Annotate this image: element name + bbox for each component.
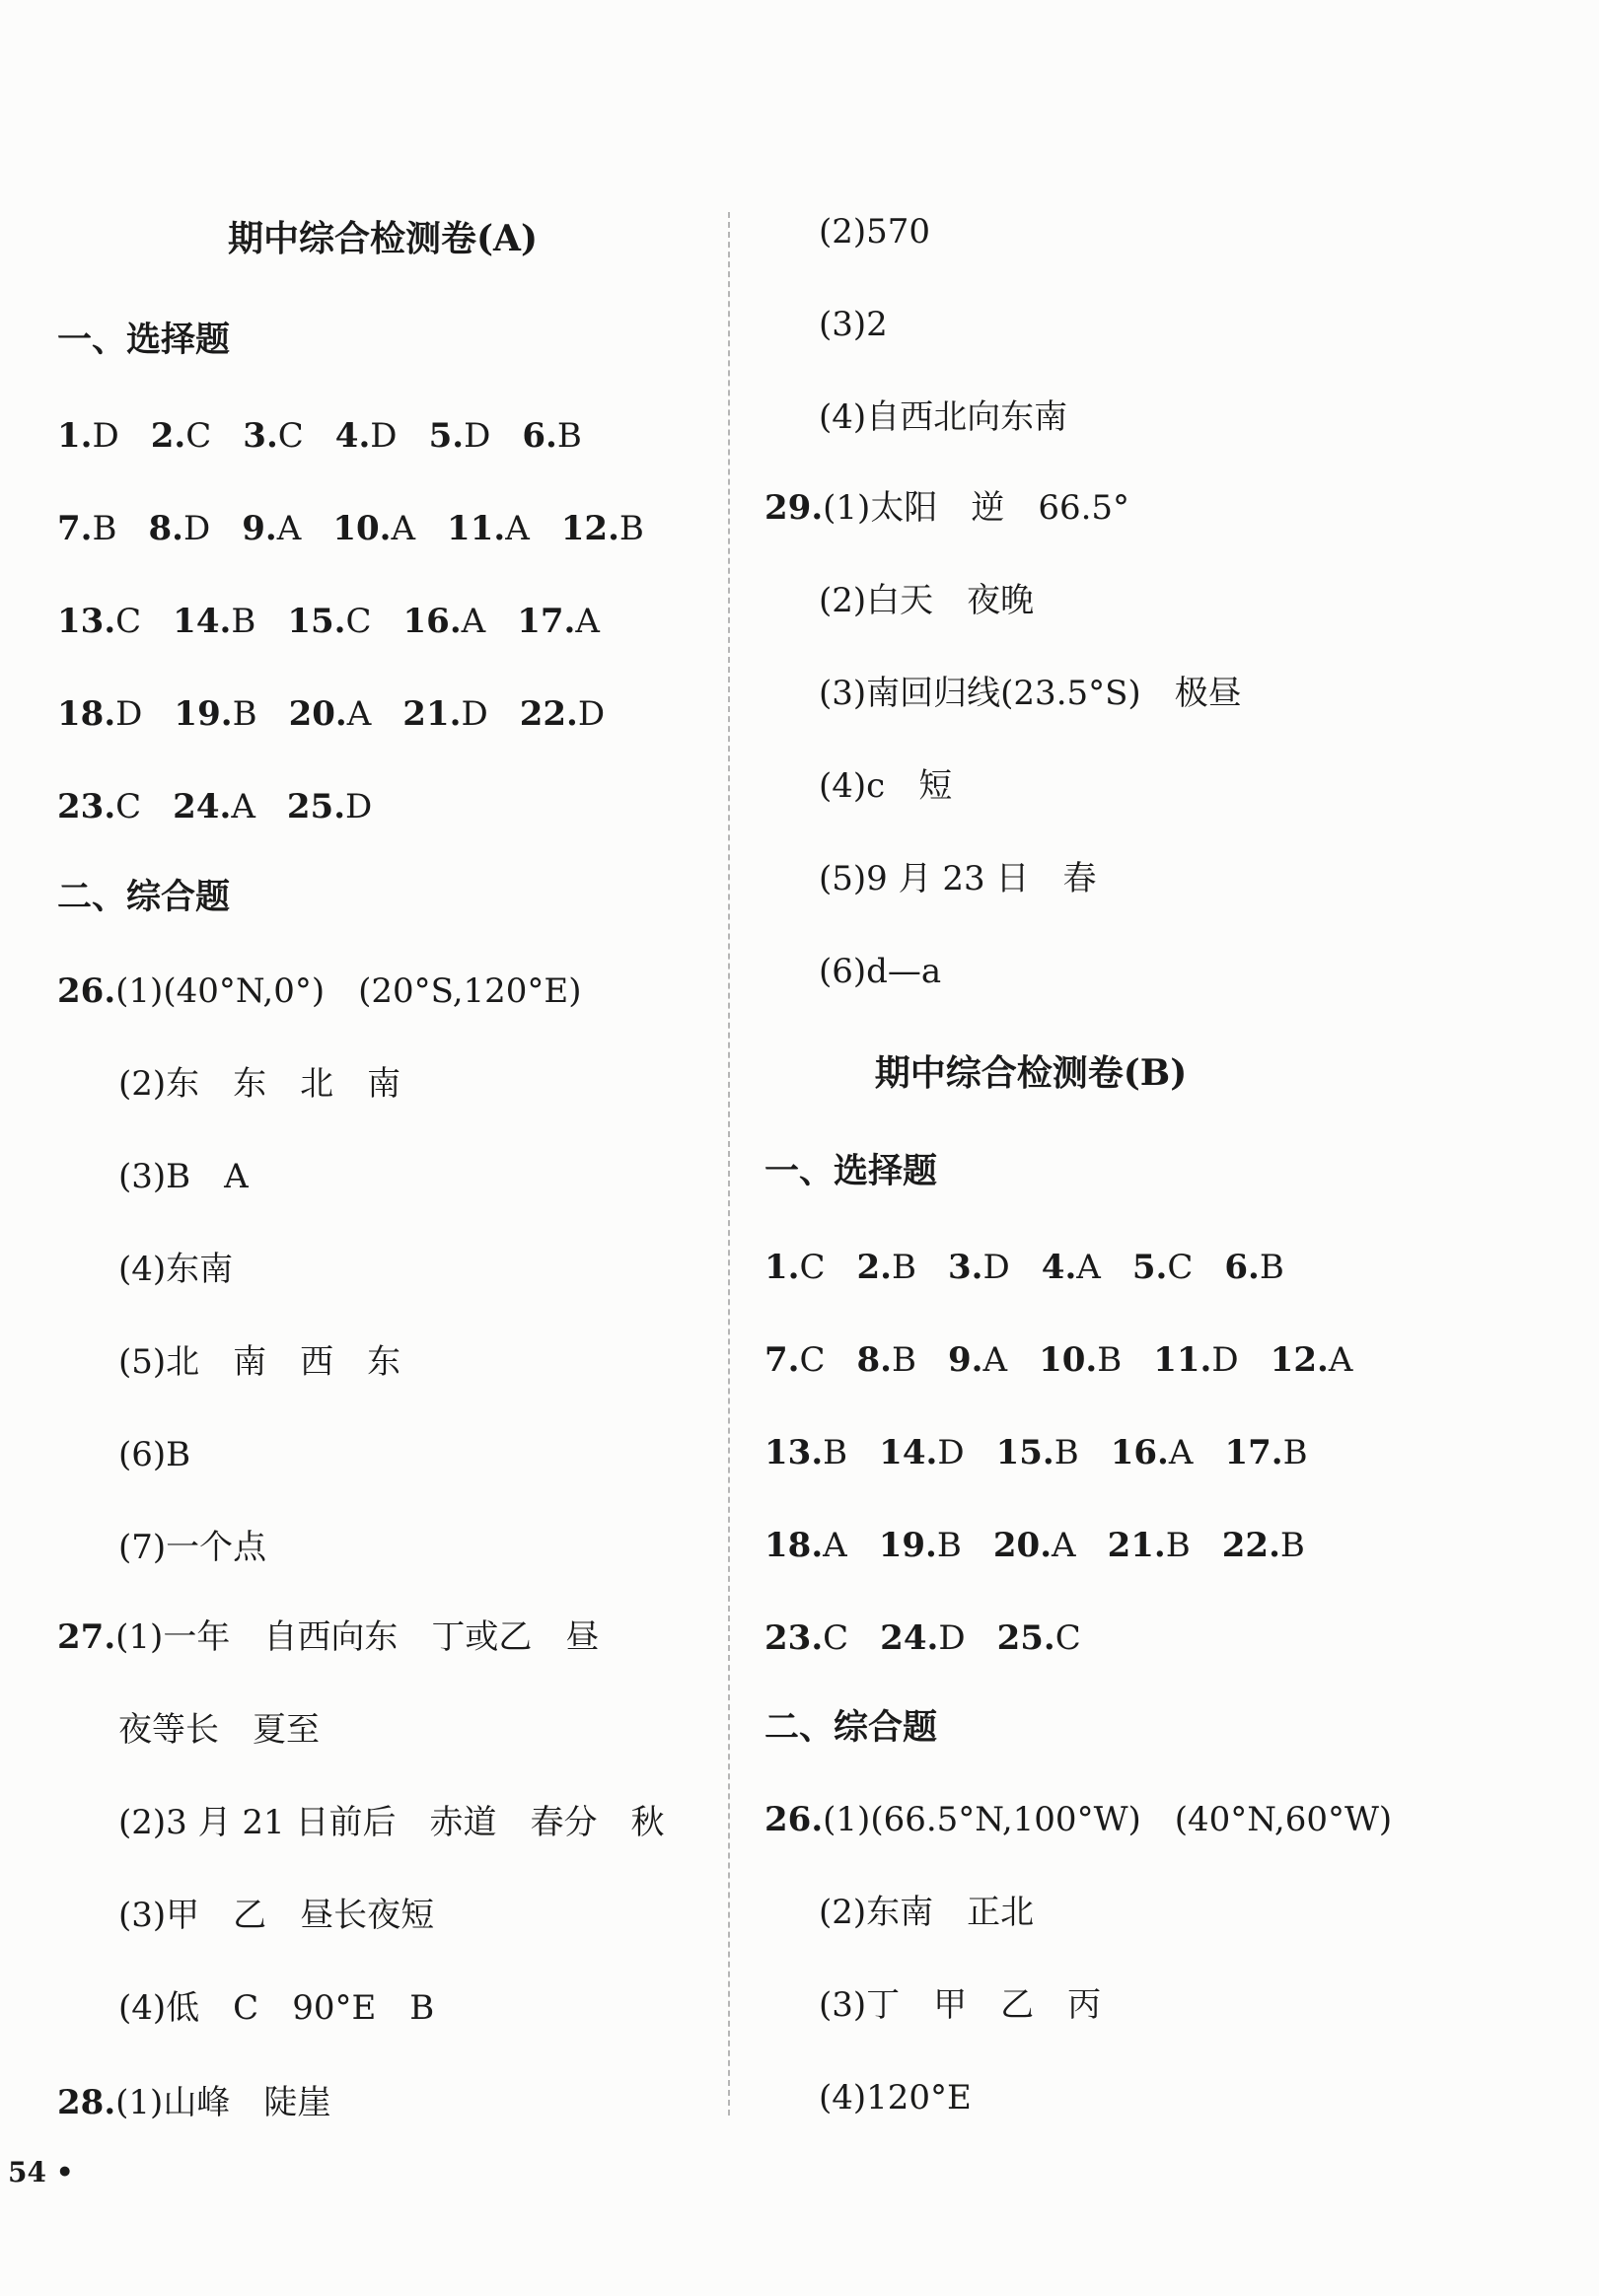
mc-answer [993, 1526, 1076, 1565]
page-number: 54 • [8, 2156, 74, 2188]
mc-answer [520, 694, 605, 734]
mc-answer [173, 602, 255, 641]
mc-answer [1108, 1526, 1191, 1565]
question-number: 13. [57, 602, 116, 641]
answer-letter: A [276, 509, 302, 548]
answer-letter: B [231, 602, 256, 641]
answer-part: (7)一个点 [118, 1528, 267, 1567]
answer-line [764, 1800, 1392, 1839]
question-number: 19. [174, 694, 233, 734]
mc-answer [242, 509, 301, 548]
answer-letter: D [937, 1433, 965, 1472]
answer-letter: B [556, 416, 582, 456]
answer-letter: C [345, 602, 372, 641]
section-heading: 二、综合题 [764, 1707, 938, 1748]
answer-part: 极昼 [1174, 674, 1242, 713]
question-number: 26. [57, 971, 116, 1011]
answer-letter: D [345, 787, 373, 826]
mc-answer [522, 416, 582, 456]
answer-letter: A [1168, 1433, 1194, 1472]
answer-part: 66.5° [1038, 488, 1130, 528]
mc-answer [764, 1340, 826, 1380]
answer-part: (1)(66.5°N,100°W) [823, 1800, 1141, 1839]
question-number: 25. [996, 1618, 1055, 1658]
answer-line [819, 1985, 1101, 2025]
mc-answer [57, 602, 141, 641]
question-number: 25. [286, 787, 346, 826]
answer-line [819, 1893, 1034, 1932]
mc-answer [57, 787, 141, 826]
question-number: 15. [995, 1433, 1054, 1472]
mc-answer [174, 694, 256, 734]
mc-answer-row [57, 416, 614, 456]
answer-part: (20°S,120°E) [358, 971, 582, 1011]
answer-part: (2)570 [819, 212, 931, 251]
answer-part: (4)低 [118, 1988, 200, 2028]
question-number: 14. [879, 1433, 938, 1472]
mc-answer [447, 509, 530, 548]
question-number: 6. [1224, 1248, 1260, 1287]
question-number: 18. [57, 694, 116, 734]
answer-letter: D [115, 694, 143, 734]
mc-answer-row [57, 787, 403, 826]
question-number: 23. [764, 1618, 824, 1658]
answer-part: 自西向东 [263, 1617, 399, 1657]
question-number: 20. [288, 694, 347, 734]
mc-answer [997, 1618, 1081, 1658]
answer-part: (3)B [118, 1157, 191, 1196]
answer-line [118, 1528, 266, 1567]
answer-part: 秋 [630, 1803, 665, 1842]
mc-answer [57, 694, 142, 734]
answer-part: (2)东南 [819, 1893, 934, 1932]
question-number: 11. [1153, 1340, 1212, 1380]
question-number: 2. [856, 1248, 893, 1287]
question-number: 22. [519, 694, 578, 734]
answer-line [57, 1617, 599, 1657]
answer-letter: D [464, 416, 491, 456]
question-number: 20. [992, 1526, 1053, 1565]
question-number: 17. [1224, 1433, 1283, 1472]
mc-answer [1224, 1248, 1284, 1287]
answer-part: 陡崖 [263, 2083, 331, 2122]
mc-answer [517, 602, 600, 641]
question-number: 3. [243, 416, 278, 456]
question-number: 4. [1041, 1248, 1077, 1287]
mc-answer-row [764, 1433, 1340, 1472]
answer-letter: A [346, 694, 372, 734]
answer-part: 东 [233, 1064, 267, 1104]
answer-letter: B [1165, 1526, 1191, 1565]
column-divider [728, 212, 730, 2116]
answer-letter: B [892, 1340, 917, 1380]
question-number: 21. [402, 694, 462, 734]
answer-part: (4)c [819, 766, 886, 806]
mc-answer [1042, 1248, 1101, 1287]
answer-letter: A [982, 1340, 1008, 1380]
answer-part: 南 [367, 1064, 401, 1104]
answer-line [764, 488, 1129, 528]
question-number: 5. [428, 416, 465, 456]
mc-answer [857, 1248, 917, 1287]
mc-answer [335, 416, 398, 456]
mc-answer [1153, 1340, 1238, 1380]
answer-line [819, 212, 930, 251]
answer-letter: B [1259, 1248, 1284, 1287]
question-number: 28. [57, 2083, 116, 2122]
question-number: 9. [242, 509, 277, 548]
question-number: 29. [764, 488, 824, 528]
question-number: 16. [402, 602, 462, 641]
mc-answer-row [57, 602, 631, 641]
mc-answer [243, 416, 304, 456]
answer-letter: A [231, 787, 255, 826]
question-number: 1. [764, 1248, 800, 1287]
mc-answer-row [764, 1340, 1384, 1380]
question-number: 7. [764, 1340, 800, 1380]
answer-letter: A [1328, 1340, 1353, 1380]
exam-title-b: 期中综合检测卷(B) [874, 1052, 1188, 1094]
answer-line [57, 971, 582, 1011]
answer-letter: B [1282, 1433, 1308, 1472]
answer-letter: B [936, 1526, 962, 1565]
answer-line [118, 1710, 320, 1750]
mc-answer [402, 694, 487, 734]
answer-letter: B [823, 1433, 848, 1472]
answer-letter: B [92, 509, 117, 548]
answer-part: (4)120°E [819, 2078, 972, 2117]
answer-part: 西 [300, 1342, 334, 1382]
mc-answer [764, 1618, 848, 1658]
question-number: 11. [447, 509, 506, 548]
answer-part: (3)甲 [118, 1896, 200, 1935]
answer-letter: C [799, 1340, 826, 1380]
answer-part: (3)丁 [819, 1985, 901, 2025]
answer-letter: C [115, 602, 142, 641]
answer-letter: D [183, 509, 211, 548]
question-number: 10. [332, 509, 392, 548]
mc-answer [429, 416, 491, 456]
mc-answer [996, 1433, 1079, 1472]
answer-part: (1)(40°N,0°) [115, 971, 326, 1011]
mc-answer [289, 694, 372, 734]
question-number: 8. [856, 1340, 893, 1380]
answer-line [118, 1896, 434, 1935]
mc-answer [879, 1433, 964, 1472]
answer-letter: C [799, 1248, 826, 1287]
answer-letter: C [1054, 1618, 1081, 1658]
answer-line [819, 581, 1034, 620]
answer-part: (4)自西北向东南 [819, 397, 1068, 437]
answer-part: 丙 [1067, 1985, 1102, 2025]
answer-part: 夜晚 [967, 581, 1035, 620]
answer-letter: D [461, 694, 488, 734]
question-number: 12. [1270, 1340, 1329, 1380]
answer-line [819, 766, 952, 806]
answer-part: 乙 [233, 1896, 267, 1935]
answer-line [118, 1342, 400, 1382]
answer-part: (1)山峰 [115, 2083, 231, 2122]
answer-part: 逆 [971, 488, 1005, 528]
question-number: 1. [57, 416, 93, 456]
answer-line [118, 1803, 664, 1842]
answer-line [118, 1988, 434, 2028]
answer-part: 正北 [967, 1893, 1035, 1932]
mc-answer [287, 787, 372, 826]
answer-part: (40°N,60°W) [1174, 1800, 1393, 1839]
answer-part: (4)东南 [118, 1250, 234, 1289]
answer-letter: B [892, 1248, 917, 1287]
answer-letter: C [1167, 1248, 1194, 1287]
answer-part: 短 [918, 766, 953, 806]
section-heading: 二、综合题 [57, 877, 231, 917]
answer-part: (3)2 [819, 305, 888, 344]
question-number: 9. [948, 1340, 983, 1380]
mc-answer-row [764, 1526, 1337, 1565]
answer-letter: C [115, 787, 142, 826]
answer-letter: C [823, 1618, 849, 1658]
answer-letter: C [185, 416, 212, 456]
answer-part: 夏至 [253, 1710, 320, 1750]
answer-part: C [233, 1988, 259, 2028]
answer-part: 90°E [292, 1988, 377, 2028]
question-number: 6. [522, 416, 557, 456]
answer-part: 夜等长 [118, 1710, 219, 1750]
mc-answer [403, 602, 486, 641]
answer-part: (3)南回归线(23.5°S) [819, 674, 1141, 713]
answer-part: (2)东 [118, 1064, 200, 1104]
question-number: 15. [287, 602, 346, 641]
answer-part: (6)d—a [819, 952, 942, 991]
answer-letter: A [1052, 1526, 1076, 1565]
answer-line [118, 1064, 400, 1104]
answer-letter: B [618, 509, 644, 548]
answer-line [819, 397, 1067, 437]
answer-part: 丁或乙 [431, 1617, 533, 1657]
mc-answer [857, 1340, 917, 1380]
question-number: 22. [1221, 1526, 1280, 1565]
answer-letter: B [1097, 1340, 1123, 1380]
answer-letter: B [1054, 1433, 1079, 1472]
answer-line [819, 952, 941, 991]
answer-part: 甲 [933, 1985, 968, 2025]
question-number: 17. [517, 602, 576, 641]
answer-part: 春分 [530, 1803, 598, 1842]
mc-answer [1222, 1526, 1305, 1565]
question-number: 19. [878, 1526, 937, 1565]
mc-answer [1224, 1433, 1307, 1472]
exam-title-a: 期中综合检测卷(A) [228, 218, 538, 259]
answer-letter: A [575, 602, 600, 641]
answer-letter: D [577, 694, 606, 734]
mc-answer-row [57, 509, 676, 548]
question-number: 26. [764, 1800, 824, 1839]
mc-answer-row [57, 694, 636, 734]
mc-answer [1271, 1340, 1353, 1380]
mc-answer [57, 509, 117, 548]
mc-answer [1132, 1248, 1194, 1287]
mc-answer [880, 1618, 965, 1658]
answer-part: 昼 [565, 1617, 600, 1657]
mc-answer [173, 787, 255, 826]
answer-line [57, 2083, 330, 2122]
answer-part: 北 [300, 1064, 334, 1104]
question-number: 7. [57, 509, 93, 548]
question-number: 23. [57, 787, 116, 826]
answer-part: (6)B [118, 1435, 191, 1474]
mc-answer [1039, 1340, 1122, 1380]
mc-answer [879, 1526, 962, 1565]
question-number: 24. [880, 1618, 939, 1658]
mc-answer [332, 509, 415, 548]
question-number: 24. [173, 787, 232, 826]
answer-line [819, 305, 888, 344]
answer-letter: A [823, 1526, 847, 1565]
answer-line [118, 1250, 233, 1289]
answer-line [819, 2078, 972, 2117]
answer-part: 春 [1062, 859, 1097, 898]
answer-part: (2)白天 [819, 581, 934, 620]
answer-part: 南 [233, 1342, 267, 1382]
mc-answer [151, 416, 212, 456]
answer-part: 赤道 [429, 1803, 497, 1842]
answer-part: (5)9 月 23 日 [819, 859, 1030, 898]
answer-part: (1)太阳 [823, 488, 938, 528]
answer-letter: C [277, 416, 304, 456]
section-heading: 一、选择题 [57, 320, 231, 360]
question-number: 18. [764, 1526, 824, 1565]
answer-part: 乙 [1000, 1985, 1035, 2025]
question-number: 2. [150, 416, 186, 456]
mc-answer [287, 602, 371, 641]
mc-answer [948, 1248, 1010, 1287]
answer-line [118, 1435, 190, 1474]
answer-letter: D [982, 1248, 1010, 1287]
answer-part: 昼长夜短 [300, 1896, 435, 1935]
mc-answer [764, 1526, 847, 1565]
answer-letter: D [370, 416, 398, 456]
mc-answer [764, 1433, 847, 1472]
answer-part: (2)3 月 21 日前后 [118, 1803, 397, 1842]
question-number: 16. [1110, 1433, 1169, 1472]
question-number: 27. [57, 1617, 116, 1657]
question-number: 13. [764, 1433, 824, 1472]
answer-part: A [224, 1157, 249, 1196]
question-number: 5. [1131, 1248, 1168, 1287]
answer-part: B [409, 1988, 435, 2028]
mc-answer [57, 416, 119, 456]
answer-letter: A [505, 509, 530, 548]
answer-letter: B [232, 694, 257, 734]
mc-answer [561, 509, 644, 548]
answer-letter: D [1211, 1340, 1239, 1380]
question-number: 4. [334, 416, 371, 456]
mc-answer [948, 1340, 1007, 1380]
question-number: 3. [948, 1248, 983, 1287]
question-number: 8. [148, 509, 183, 548]
answer-letter: B [1279, 1526, 1305, 1565]
answer-line [118, 1157, 249, 1196]
question-number: 21. [1107, 1526, 1166, 1565]
mc-answer [764, 1248, 826, 1287]
mc-answer [1111, 1433, 1194, 1472]
mc-answer-row [764, 1618, 1113, 1658]
answer-letter: A [461, 602, 486, 641]
answer-part: (1)一年 [115, 1617, 231, 1657]
answer-letter: A [1076, 1248, 1101, 1287]
answer-line [819, 674, 1242, 713]
answer-letter: D [938, 1618, 966, 1658]
answer-letter: D [92, 416, 119, 456]
question-number: 14. [173, 602, 232, 641]
question-number: 12. [560, 509, 619, 548]
answer-letter: A [391, 509, 416, 548]
question-number: 10. [1039, 1340, 1098, 1380]
answer-part: 东 [367, 1342, 401, 1382]
mc-answer [149, 509, 211, 548]
answer-line [819, 859, 1096, 898]
section-heading: 一、选择题 [764, 1151, 938, 1191]
answer-part: (5)北 [118, 1342, 200, 1382]
mc-answer-row [764, 1248, 1316, 1287]
